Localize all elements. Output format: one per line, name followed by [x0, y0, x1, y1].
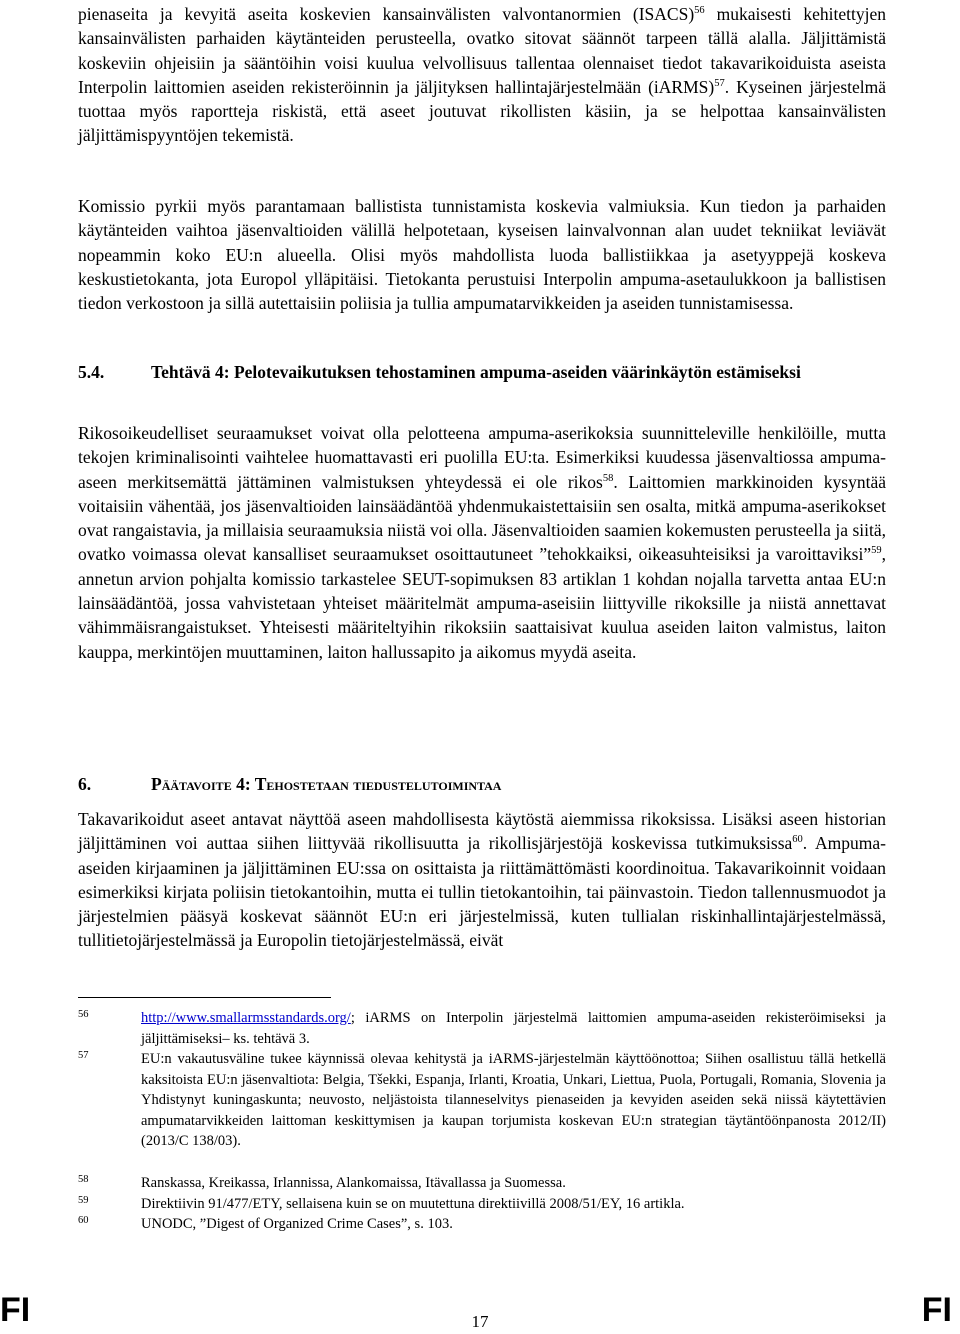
heading-text: Päätavoite 4: Tehostetaan tiedustelutoimintaa: [151, 774, 502, 794]
footnote-text: EU:n vakautusväline tukee käynnissä olevaa kehitystä ja iARMS-järjestelmän käyttöönottoa; Siihen osallistuu tällä hetkellä kaksitoista EU:n jäsenvaltiota: Belgia, Tšekki, Espanja, Irlanti, Kroatia, Unkari, Liettua, Puola, Portugali, Romania, Slovenia ja Yhdistynyt kuningaskunta; neuvosto, neljästoista tilanneselvitys pienaseiden ja kevyiden aseiden sekä niissä käytettävien ampumatarvikkeiden laittoman keskittymisen ja kaupan torjumista koskevan EU:n strategian täytäntöönpanosta 2012/II) (2013/C 138/03).: [141, 1051, 886, 1149]
footnote-link[interactable]: http://www.smallarmsstandards.org/: [141, 1010, 351, 1026]
footnote-ref-56[interactable]: 56: [694, 5, 705, 17]
footnote-number: 57: [78, 1050, 89, 1061]
heading-text: Tehtävä 4: Pelotevaikutuksen tehostaminen ampuma-aseiden väärinkäytön estämiseksi: [151, 362, 801, 382]
language-code-left: FI: [0, 1291, 31, 1329]
paragraph-3: Rikosoikeudelliset seuraamukset voivat olla pelotteena ampuma-aserikoksia suunnitteleville henkilöille, mutta tekojen kriminalisointi vaihtelee huomattavasti eri puolilla EU:ta. Esimerkiksi kuudessa jäsenvaltiossa ampuma-aseen merkitsemättä jättäminen valmistuksen yhteydessä ei ole rikos$^{58}$. Laittomien markkinoiden kysyntää voitaisiin vähentää, jos jäsenvaltioiden lainsäädäntöä yhdenmukaistettaisiin sen osalta, mitkä ampuma-aserikokset ovat rangaistavia, ja millaisia seuraamuksia niistä voi olla. Jäsenvaltioiden saamien kokemusten perusteella ja siitä, ovatko voimassa olevat kansalliset seuraamukset osoittautuneet ”tehokkaiksi, oikeasuhteisiksi ja varoittaviksi”$^{59}$, annetun arvion pohjalta komissio tarkastelee SEUT-sopimuksen 83 artiklan 1 kohdan nojalla tarvetta antaa EU:n lainsäädäntöä, jossa vahvistetaan yhteiset määritelmät ampuma-aseisiin liittyville rikoksille ja niistä annettavat vähimmäisrangaistukset. Yhteisesti määriteltyihin rikoksiin saattaisivat kuulua aseiden laiton valmistus, laiton kauppa, merkintöjen muuttaminen, laiton hallussapito ja aikomus myydä aseita.: [78, 423, 886, 662]
footnote-ref-59[interactable]: 59: [871, 545, 882, 557]
footnote-text: UNODC, ”Digest of Organized Crime Cases”, s. 103.: [141, 1216, 453, 1232]
paragraph-1: pienaseita ja kevyitä aseita koskevien kansainvälisten valvontanormien (ISACS)$^{56}$ mukaisesti kehitettyjen kansainvälisten parhaiden käytänteiden perusteella, ovatko sitovat säännöt tarpeen tällä alalla. Jäljittämistä koskeviin ohjeisiin ja sääntöihin voisi kuulua velvollisuus tallentaa olennaiset tiedot takavarikoiduista aseista Interpolin laittomien aseiden rekisteröinnin ja jäljityksen hallintajärjestelmään (iARMS)$^{57}$. Kyseinen järjestelmä tuottaa myös raportteja riskistä, että aseet joutuvat rikollisten käsiin, ja se helpottaa kansainvälisten jäljittämispyyntöjen tekemistä.: [78, 4, 887, 146]
footnote-60: [78, 1214, 886, 1235]
footnote-58: [78, 1173, 886, 1194]
language-code-right: FI: [921, 1291, 952, 1329]
heading-number: 5.4.: [78, 362, 105, 382]
section-heading-5-4: [78, 360, 886, 384]
heading-number: 6.: [78, 774, 92, 794]
footnote-number: 56: [78, 1009, 89, 1020]
footnote-ref-57[interactable]: 57: [714, 78, 725, 90]
footnote-text: Direktiivin 91/477/ETY, sellaisena kuin se on muutettuna direktiivillä 2008/51/EY, 16 artikla.: [141, 1196, 685, 1212]
page-number: 17: [471, 1312, 489, 1331]
section-heading-6: [78, 772, 886, 796]
paragraph-4: Takavarikoidut aseet antavat näyttöä aseen mahdollisesta käytöstä aiemmissa rikoksissa. Lisäksi aseen historian jäljittäminen voi auttaa siihen liittyvää rikollisuutta ja rikollisjärjestöjä koskevissa tutkimuksissa$^{60}$. Ampuma-aseiden kirjaaminen ja jäljittäminen EU:ssa on osittaista ja riittämättömästi koordinoitua. Takavarikoinnit voidaan esimerkiksi kirjata poliisin tietokantoihin, mutta ei tullin tietokantoihin, tai päinvastoin. Tiedon tallennusmuodot ja järjestelmien pääsyä koskevat säännöt EU:n eri järjestelmissä, kuten tullialan riskinhallintajärjestelmässä, tullitietojärjestelmässä ja Europolin tietojärjestelmässä, eivät: [78, 809, 886, 951]
footnote-59: [78, 1194, 886, 1215]
paragraph-2: Komissio pyrkii myös parantamaan ballistista tunnistamista koskevia valmiuksia. Kun tiedon ja parhaiden käytänteiden vaihtoa jäsenvaltioiden välillä helpotetaan, kyseisen lainvalvonnan alan uudet tekniikat leviävät nopeammin koko EU:n alueella. Olisi myös mahdollista luoda ballistiikkaa ja asetyyppejä koskeva keskustietokanta, jota Europol ylläpitäisi. Tietokanta perustuisi Interpolin ampuma-asetaulukkoon ja ballistisen tiedon verkostoon ja sillä autettaisiin poliisia ja tullia ampumatarvikkeiden ja aseiden tunnistamisessa.: [78, 196, 886, 314]
footnote-57: [78, 1049, 886, 1152]
footnote-separator: [78, 997, 331, 998]
footnote-ref-58[interactable]: 58: [602, 472, 614, 484]
footnote-text: Ranskassa, Kreikassa, Irlannissa, Alankomaissa, Itävallassa ja Suomessa.: [141, 1175, 566, 1191]
footnote-number: 60: [78, 1215, 89, 1226]
footnote-number: 58: [78, 1174, 89, 1185]
footnote-number: 59: [78, 1195, 89, 1206]
footnote-ref-60[interactable]: 60: [792, 834, 803, 846]
footnote-text: http://www.smallarmsstandards.org/; iARMS on Interpolin järjestelmä laittomien ampuma-aseiden rekisteröimiseksi ja jäljittämiseksi– ks. tehtävä 3.: [141, 1010, 886, 1047]
footnote-56: [78, 1008, 886, 1049]
